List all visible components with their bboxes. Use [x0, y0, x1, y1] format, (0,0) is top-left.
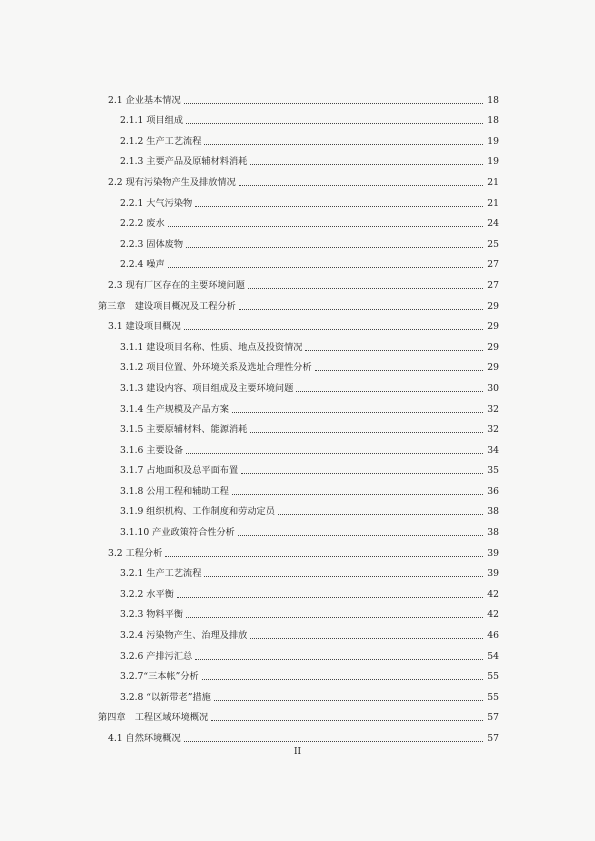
toc-entry-title: 2.1.1 项目组成: [120, 115, 184, 127]
dot-leader: [186, 123, 483, 124]
toc-entry-title: 3.1.2 项目位置、外环境关系及选址合理性分析: [120, 362, 312, 374]
dot-leader: [232, 412, 483, 413]
toc-entry[interactable]: [0, 148, 595, 169]
dot-leader: [232, 494, 483, 495]
toc-entry[interactable]: [0, 539, 595, 560]
dot-leader: [241, 473, 483, 474]
toc-entry[interactable]: [0, 642, 595, 663]
toc-entry-title: 3.1.9 组织机构、工作制度和劳动定员: [120, 506, 275, 518]
toc-entry[interactable]: [0, 477, 595, 498]
toc-entry-page: 57: [487, 733, 499, 744]
dot-leader: [315, 370, 483, 371]
dot-leader: [278, 514, 483, 515]
toc-entry-title: 3.2.6 产排污汇总: [120, 650, 193, 662]
toc-entry-title: 2.1.3 主要产品及原辅材料消耗: [120, 156, 248, 168]
toc-entry[interactable]: [0, 601, 595, 622]
toc-entry[interactable]: [0, 457, 595, 478]
toc-entry[interactable]: [0, 354, 595, 375]
dot-leader: [195, 659, 483, 660]
toc-entry-title: 2.2.3 固体废物: [120, 238, 184, 250]
toc-entry-page: 54: [487, 650, 499, 662]
toc-entry-title: 4.1 自然环境概况: [108, 733, 181, 744]
toc-entry-page: 18: [487, 94, 499, 106]
toc-entry[interactable]: [0, 107, 595, 128]
toc-entry[interactable]: [0, 416, 595, 437]
toc-entry[interactable]: [0, 374, 595, 395]
toc-entry-title: 3.2.1 生产工艺流程: [120, 568, 202, 580]
toc-entry-title: 2.2 现有污染物产生及排放情况: [108, 176, 236, 188]
dot-leader: [168, 267, 483, 268]
dot-leader: [250, 164, 483, 165]
dot-leader: [186, 247, 483, 248]
toc-entry-title: 3.2.4 污染物产生、治理及排放: [120, 630, 248, 642]
toc-entry-title: 2.3 现有厂区存在的主要环境问题: [108, 279, 245, 291]
dot-leader: [168, 226, 483, 227]
toc-entry-title: 3.1.6 主要设备: [120, 444, 184, 456]
toc-entry-title: 2.2.1 大气污染物: [120, 197, 193, 209]
dot-leader: [186, 617, 483, 618]
toc-entry[interactable]: [0, 621, 595, 642]
toc-entry[interactable]: [0, 251, 595, 272]
dot-leader: [184, 741, 483, 742]
toc-entry[interactable]: [0, 313, 595, 334]
dot-leader: [195, 206, 483, 207]
toc-entry[interactable]: [0, 230, 595, 251]
toc-entry-title: 3.2.3 物料平衡: [120, 609, 184, 621]
toc-entry-page: 30: [487, 382, 499, 394]
dot-leader: [202, 679, 483, 680]
toc-entry[interactable]: [0, 436, 595, 457]
toc-entry[interactable]: [0, 518, 595, 539]
dot-leader: [250, 432, 483, 433]
dot-leader: [296, 391, 483, 392]
toc-entry[interactable]: [0, 704, 595, 725]
toc-entry[interactable]: [0, 292, 595, 313]
toc-entry-page: 19: [487, 156, 499, 168]
dot-leader: [204, 576, 483, 577]
toc-entry-title: 3.1.5 主要原辅材料、能源消耗: [120, 424, 248, 436]
toc-entry-page: 39: [487, 547, 499, 559]
toc-entry-page: 29: [487, 321, 499, 333]
toc-entry-title: 3.2 工程分析: [108, 547, 163, 559]
toc-entry-page: 35: [487, 465, 499, 477]
dot-leader: [250, 638, 483, 639]
toc-entry-page: 29: [487, 362, 499, 374]
toc-entry-page: 25: [487, 238, 499, 250]
page-number: II: [293, 747, 302, 757]
dot-leader: [184, 103, 483, 104]
toc-entry-page: 21: [487, 176, 499, 188]
toc-entry[interactable]: [0, 86, 595, 107]
toc-entry-title: 3.1.1 建设项目名称、性质、地点及投资情况: [120, 341, 303, 353]
dot-leader: [214, 700, 483, 701]
toc-entry-page: 57: [487, 712, 499, 724]
toc-entry[interactable]: [0, 498, 595, 519]
toc-entry-title: 3.2.8 “以新带老”措施: [120, 691, 211, 703]
toc-entry-title: 2.2.2 废水: [120, 218, 165, 230]
toc-entry-page: 36: [487, 485, 499, 497]
toc-entry-title: 3.1.4 生产规模及产品方案: [120, 403, 229, 415]
toc-entry-title: 第三章 建设项目概况及工程分析: [98, 300, 236, 312]
toc-entry-title: 第四章 工程区域环境概况: [98, 712, 209, 724]
toc-entry-page: 46: [487, 630, 499, 642]
dot-leader: [186, 453, 483, 454]
toc-entry-page: 38: [487, 527, 499, 539]
toc-entry-page: 42: [487, 609, 499, 621]
toc-entry-page: 27: [487, 279, 499, 291]
dot-leader: [177, 597, 483, 598]
toc-entry[interactable]: [0, 580, 595, 601]
toc-entry-title: 3.1.3 建设内容、项目组成及主要环境问题: [120, 382, 294, 394]
toc-entry-title: 3.1.7 占地面积及总平面布置: [120, 465, 239, 477]
dot-leader: [248, 288, 483, 289]
toc-entry[interactable]: [0, 271, 595, 292]
dot-leader: [239, 309, 483, 310]
toc-entry[interactable]: [0, 683, 595, 704]
toc-entry-page: 55: [487, 691, 499, 703]
toc-entry-title: 3.2.2 水平衡: [120, 588, 174, 600]
toc-entry[interactable]: [0, 560, 595, 581]
dot-leader: [239, 185, 483, 186]
toc-entry[interactable]: [0, 189, 595, 210]
toc-entry-page: 39: [487, 568, 499, 580]
table-of-contents: [0, 86, 595, 745]
toc-entry-title: 2.1.2 生产工艺流程: [120, 135, 202, 147]
toc-entry-page: 29: [487, 341, 499, 353]
dot-leader: [211, 720, 483, 721]
toc-entry-page: 42: [487, 588, 499, 600]
toc-entry-page: 38: [487, 506, 499, 518]
toc-entry-page: 29: [487, 300, 499, 312]
dot-leader: [165, 556, 483, 557]
dot-leader: [305, 350, 483, 351]
toc-entry-page: 32: [487, 403, 499, 415]
toc-entry-page: 27: [487, 259, 499, 271]
toc-entry-title: 3.1.10 产业政策符合性分析: [120, 527, 235, 539]
toc-entry-page: 24: [487, 218, 499, 230]
toc-entry-title: 3.1 建设项目概况: [108, 321, 181, 333]
toc-entry-page: 19: [487, 135, 499, 147]
toc-entry-page: 18: [487, 115, 499, 127]
toc-entry-page: 55: [487, 671, 499, 683]
dot-leader: [184, 329, 483, 330]
toc-entry-page: 32: [487, 424, 499, 436]
toc-entry-title: 2.2.4 噪声: [120, 259, 165, 271]
toc-entry-title: 2.1 企业基本情况: [108, 94, 181, 106]
toc-entry[interactable]: [0, 395, 595, 416]
dot-leader: [238, 535, 483, 536]
toc-entry[interactable]: [0, 724, 595, 745]
toc-entry-page: 34: [487, 444, 499, 456]
toc-entry-title: 3.1.8 公用工程和辅助工程: [120, 485, 229, 497]
toc-entry[interactable]: [0, 210, 595, 231]
dot-leader: [204, 144, 483, 145]
toc-entry-page: 21: [487, 197, 499, 209]
toc-entry[interactable]: [0, 663, 595, 684]
toc-entry[interactable]: [0, 333, 595, 354]
toc-entry-title: 3.2.7“三本帐”分析: [120, 671, 199, 683]
toc-entry[interactable]: [0, 168, 595, 189]
toc-entry[interactable]: [0, 127, 595, 148]
